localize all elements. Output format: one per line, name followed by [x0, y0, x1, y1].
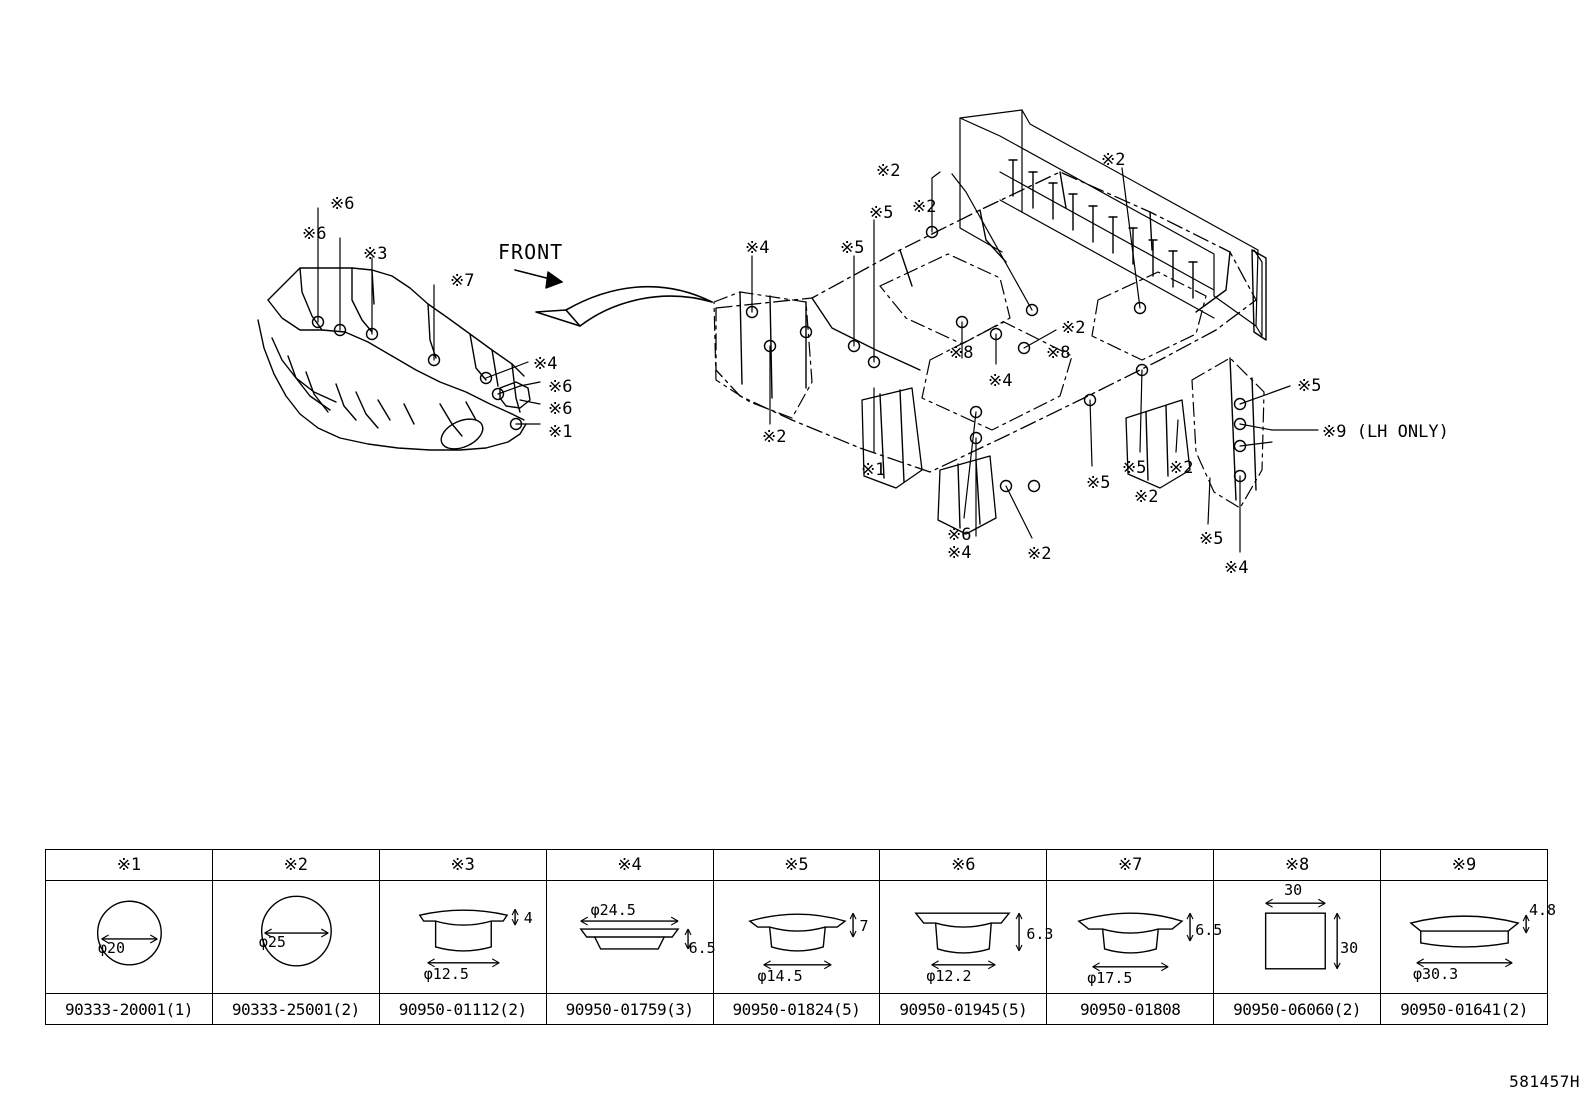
front-arrow [515, 270, 562, 288]
view-link-arrow [536, 287, 712, 326]
legend-dim-7-0: 6.5 [1195, 921, 1223, 939]
legend-dim-9-0: 4.8 [1529, 901, 1557, 919]
callout-right-5c: ※5 [1297, 376, 1322, 396]
legend-dim-3-1: φ12.5 [423, 965, 469, 983]
legend-figure-8 [1214, 881, 1381, 994]
legend-figure-3 [379, 881, 546, 994]
legend-figure-7 [1047, 881, 1223, 994]
callout-right-5f: ※5 [1199, 529, 1224, 549]
legend-partno-7: 90950-01808 [1047, 994, 1214, 1025]
legend-dim-6-0: 6.3 [1026, 925, 1054, 943]
legend-ref-4: ※4 [546, 850, 713, 881]
callout-right-4d: ※4 [1224, 558, 1249, 578]
legend-partno-4: 90950-01759(3) [546, 994, 713, 1025]
legend-dim-8-0: 30 [1284, 881, 1303, 899]
legend-dim-5-1: φ14.5 [757, 967, 803, 985]
legend-partno-2: 90333-25001(2) [212, 994, 379, 1025]
legend-ref-8: ※8 [1214, 850, 1381, 881]
legend-partno-8: 90950-06060(2) [1214, 994, 1381, 1025]
callout-right-4b: ※4 [988, 371, 1013, 391]
callout-right-2e: ※2 [762, 427, 787, 447]
legend-ref-3: ※3 [379, 850, 546, 881]
legend-table [45, 849, 1557, 1025]
callout-right-8a: ※8 [949, 343, 974, 363]
callout-left-6c: ※6 [548, 377, 573, 397]
callout-right-2a: ※2 [876, 161, 901, 181]
legend-partno-5: 90950-01824(5) [713, 994, 880, 1025]
callout-right-5e: ※5 [1086, 473, 1111, 493]
legend-ref-5: ※5 [713, 850, 880, 881]
legend-ref-6: ※6 [880, 850, 1047, 881]
callout-right-2h: ※2 [1027, 544, 1052, 564]
callout-right-5a: ※5 [869, 203, 894, 223]
legend-figure-5 [713, 881, 880, 994]
callout-left-6d: ※6 [548, 399, 573, 419]
legend-partno-3: 90950-01112(2) [379, 994, 546, 1025]
callout-left-7: ※7 [450, 271, 475, 291]
legend-partno-row [46, 994, 1548, 1025]
legend-dim-5-0: 7 [859, 917, 869, 935]
callout-left-6a: ※6 [330, 194, 355, 214]
legend-figure-9 [1381, 881, 1557, 994]
legend-dim-6-1: φ12.2 [926, 967, 972, 985]
callout-right-2g: ※2 [1134, 487, 1159, 507]
legend-dim-1-0: φ20 [98, 939, 126, 957]
legend-figure-6 [880, 881, 1054, 994]
legend-dim-4-1: 6.5 [688, 939, 716, 957]
legend-figure-4 [546, 881, 716, 994]
callout-right-4a: ※4 [745, 238, 770, 258]
callout-right-2f: ※2 [1169, 458, 1194, 478]
callout-right-6: ※6 [947, 525, 972, 545]
callout-right-8b: ※8 [1046, 343, 1071, 363]
legend-figure-2 [212, 881, 379, 994]
front-direction-label: FRONT [498, 240, 564, 264]
callout-right-5d: ※5 [1122, 458, 1147, 478]
legend-figure-row [46, 881, 1548, 994]
sheet-code: 581457H [1509, 1072, 1580, 1091]
legend-dim-2-0: φ25 [258, 933, 286, 951]
legend-partno-9: 90950-01641(2) [1381, 994, 1548, 1025]
legend-header-row [46, 850, 1548, 881]
callout-right-2b: ※2 [1101, 150, 1126, 170]
legend-dim-8-1: 30 [1340, 939, 1359, 957]
legend-ref-7: ※7 [1047, 850, 1214, 881]
callout-right-1: ※1 [861, 460, 886, 480]
legend-dim-9-1: φ30.3 [1413, 965, 1459, 983]
legend-ref-9: ※9 [1381, 850, 1548, 881]
legend-dim-4-0: φ24.5 [590, 901, 636, 919]
legend-ref-2: ※2 [212, 850, 379, 881]
legend-figure-1 [46, 881, 213, 994]
callout-left-1: ※1 [548, 422, 573, 442]
legend-ref-1: ※1 [46, 850, 213, 881]
legend-partno-1: 90333-20001(1) [46, 994, 213, 1025]
legend-dim-7-1: φ17.5 [1087, 969, 1133, 987]
right-main-view [714, 110, 1318, 552]
callout-left-4: ※4 [533, 354, 558, 374]
callout-right-2c: ※2 [912, 197, 937, 217]
callout-left-6b: ※6 [302, 224, 327, 244]
note-lh-only: ※9 (LH ONLY) [1322, 422, 1449, 442]
callout-right-5b: ※5 [840, 238, 865, 258]
callout-right-4c: ※4 [947, 543, 972, 563]
callout-right-2d: ※2 [1061, 318, 1086, 338]
callout-left-3: ※3 [363, 244, 388, 264]
legend-partno-6: 90950-01945(5) [880, 994, 1047, 1025]
legend-dim-3-0: 4 [523, 909, 533, 927]
